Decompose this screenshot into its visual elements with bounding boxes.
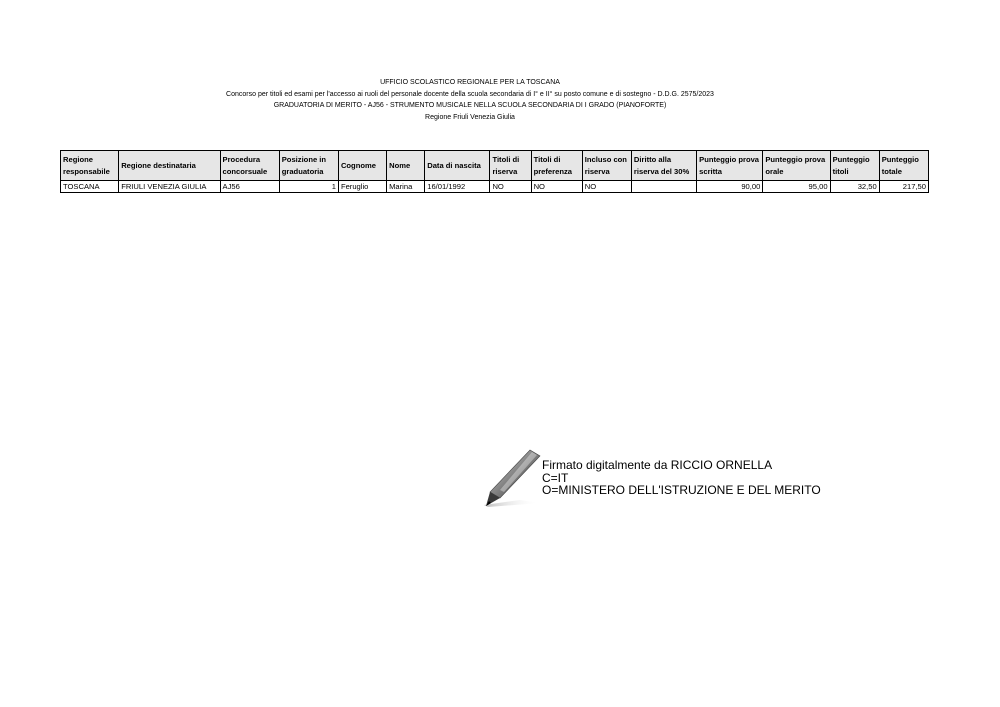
column-header: Nome bbox=[387, 151, 425, 181]
cell-cognome: Feruglio bbox=[338, 181, 386, 193]
column-header: Diritto alla riserva del 30% bbox=[631, 151, 696, 181]
pen-icon bbox=[480, 448, 542, 510]
column-header: Data di nascita bbox=[425, 151, 490, 181]
table-header-row bbox=[61, 151, 929, 181]
header-region: Regione Friuli Venezia Giulia bbox=[425, 113, 515, 121]
column-header: Incluso con riserva bbox=[582, 151, 631, 181]
column-header: Regione destinataria bbox=[119, 151, 220, 181]
cell-data-nascita: 16/01/1992 bbox=[425, 181, 490, 193]
cell-diritto-riserva bbox=[631, 181, 696, 193]
column-header: Punteggio titoli bbox=[830, 151, 879, 181]
cell-posizione: 1 bbox=[279, 181, 338, 193]
signature-signer: Firmato digitalmente da RICCIO ORNELLA bbox=[542, 458, 773, 472]
cell-titoli-preferenza: NO bbox=[531, 181, 582, 193]
column-header: Punteggio totale bbox=[879, 151, 928, 181]
header-competition: Concorso per titoli ed esami per l'accesso ai ruoli del personale docente della scuola secondaria di I° e II° su posto comune e di sostegno - D.D.G. 2575/2023 bbox=[226, 90, 714, 98]
column-header: Regione responsabile bbox=[61, 151, 119, 181]
signature-organization: O=MINISTERO DELL'ISTRUZIONE E DEL MERITO bbox=[542, 483, 821, 497]
cell-incluso-riserva: NO bbox=[582, 181, 631, 193]
column-header: Punteggio prova scritta bbox=[697, 151, 763, 181]
column-header: Procedura concorsuale bbox=[220, 151, 279, 181]
cell-nome: Marina bbox=[387, 181, 425, 193]
cell-regione-responsabile: TOSCANA bbox=[61, 181, 119, 193]
column-header: Titoli di riserva bbox=[490, 151, 531, 181]
header-office: UFFICIO SCOLASTICO REGIONALE PER LA TOSCANA bbox=[380, 79, 560, 86]
column-header: Punteggio prova orale bbox=[763, 151, 830, 181]
signature-text bbox=[542, 459, 821, 497]
column-header: Titoli di preferenza bbox=[531, 151, 582, 181]
document-header bbox=[0, 77, 940, 123]
cell-titoli-riserva: NO bbox=[490, 181, 531, 193]
cell-punteggio-totale: 217,50 bbox=[879, 181, 928, 193]
cell-punteggio-scritta: 90,00 bbox=[697, 181, 763, 193]
ranking-table bbox=[60, 150, 929, 193]
cell-punteggio-titoli: 32,50 bbox=[830, 181, 879, 193]
digital-signature bbox=[480, 448, 860, 510]
cell-procedura: AJ56 bbox=[220, 181, 279, 193]
signature-country: C=IT bbox=[542, 470, 569, 485]
column-header: Cognome bbox=[338, 151, 386, 181]
cell-punteggio-orale: 95,00 bbox=[763, 181, 830, 193]
cell-regione-destinataria: FRIULI VENEZIA GIULIA bbox=[119, 181, 220, 193]
table-row bbox=[61, 181, 929, 193]
column-header: Posizione in graduatoria bbox=[279, 151, 338, 181]
header-ranking-title: GRADUATORIA DI MERITO - AJ56 - STRUMENTO MUSICALE NELLA SCUOLA SECONDARIA DI I GRADO (PIANOFORTE) bbox=[273, 102, 667, 109]
